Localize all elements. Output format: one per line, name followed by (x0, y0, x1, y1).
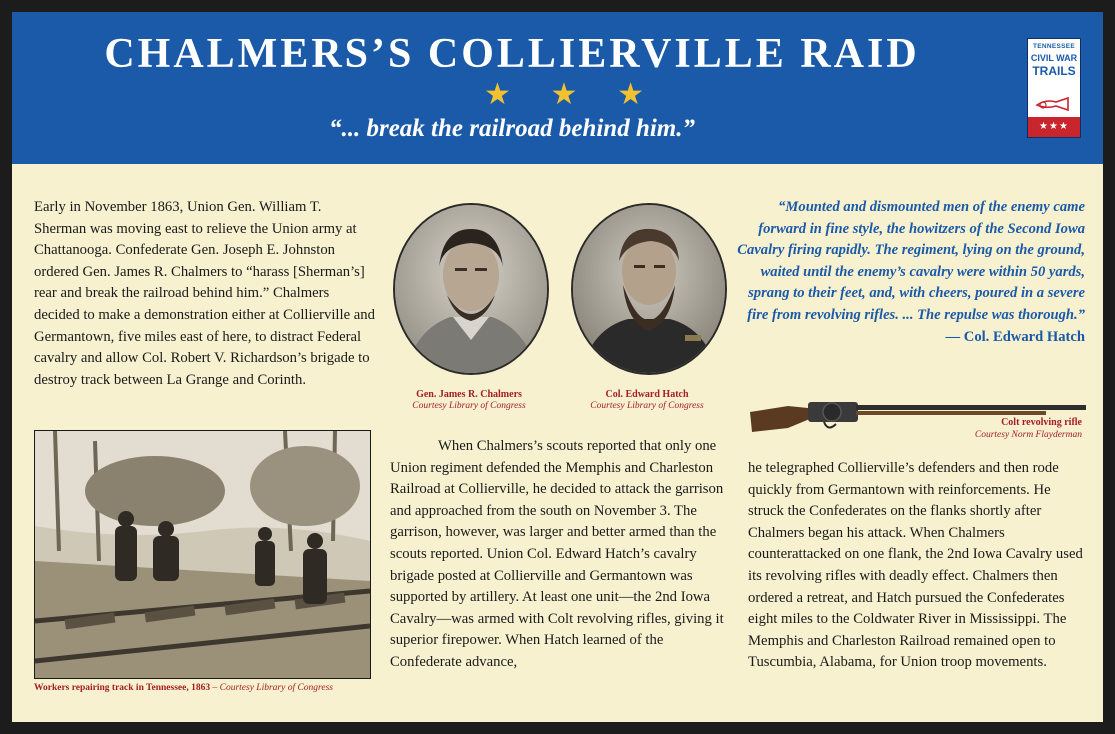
battle-column (390, 436, 726, 674)
star-icon: ★ (617, 78, 644, 111)
logo-state: TENNESSEE (1032, 43, 1076, 50)
civil-war-trails-logo (1027, 38, 1081, 138)
logo-stripe: ★★★ (1028, 117, 1080, 137)
portrait-hatch (571, 203, 727, 375)
quote-attribution: — Col. Edward Hatch (945, 328, 1085, 345)
sign-subtitle: “... break the railroad behind him.” (328, 115, 695, 142)
railroad-workers-image (35, 431, 370, 678)
intro-column (34, 197, 376, 391)
battle-paragraph: When Chalmers’s scouts reported that only one Union regiment defended the Memphis and Charleston Railroad at Collierville, he decided to attack the garrison and approached from the south on November 3. The garrison, however, was larger and better armed than the scouts reported. Union Col. Edward Hatch’s cavalry brigade posted at Collierville and Germantown was supported by artillery. At least one unit—the 2nd Iowa Cavalry—was armed with Colt revolving rifles, giving it superior firepower. When Hatch learned of the Confederate advance, (390, 438, 724, 670)
sign-title: CHALMERS’S COLLIERVILLE RAID (104, 31, 920, 77)
hatch-quote (737, 197, 1085, 348)
logo-line-2: TRAILS (1032, 64, 1076, 78)
interpretive-sign (12, 12, 1103, 722)
caption-name: Col. Edward Hatch (605, 389, 689, 400)
caption-credit: – Courtesy Library of Congress (210, 683, 334, 693)
workers-photo (34, 430, 371, 679)
caption-credit: Courtesy Norm Flayderman (974, 430, 1082, 440)
caption-workers (34, 683, 374, 693)
caption-name: Colt revolving rifle (1001, 417, 1082, 428)
star-row (484, 78, 644, 112)
header-banner (12, 12, 1103, 164)
quote-text: “Mounted and dismounted men of the enemy came forward in fine style, the howitzers of the Second Iowa Cavalry firing rapidly. The regiment, lying on the ground, waited until the enemy’s cavalry were within 50 yards, sprang to their feet, and, with cheers, poured in a severe fire from revolving rifles. ... The repulse was thorough.” (737, 199, 1085, 323)
caption-credit: Courtesy Library of Congress (590, 401, 704, 411)
caption-name: Workers repairing track in Tennessee, 1863 (34, 683, 211, 693)
caption-hatch (560, 389, 734, 411)
portrait-chalmers (393, 203, 549, 375)
caption-chalmers (382, 389, 556, 411)
hatch-photo (573, 205, 725, 373)
star-icon: ★ (484, 78, 511, 111)
caption-credit: Courtesy Library of Congress (412, 401, 526, 411)
caption-name: Gen. James R. Chalmers (416, 389, 522, 400)
intro-paragraph: Early in November 1863, Union Gen. William T. Sherman was moving east to relieve the Union army at Chattanooga. Confederate Gen. Joseph E. Johnston ordered Gen. James R. Chalmers to “harass [Sherman’s] rear and break the railroad behind him.” Chalmers decided to make a demonstration either at Collierville and Germantown, five miles east of here, to distract Federal cavalry and allow Col. Robert V. Richardson’s brigade to destroy track between La Grange and Corinth. (34, 199, 375, 388)
bugle-icon (1034, 93, 1074, 113)
outcome-column (748, 458, 1088, 674)
chalmers-photo (395, 205, 547, 373)
star-icon: ★ (550, 78, 578, 111)
logo-line-1: CIVIL WAR (1030, 53, 1078, 63)
caption-rifle (892, 417, 1082, 440)
outcome-paragraph: he telegraphed Collierville’s defenders and then rode quickly from Germantown with reinforcements. He struck the Confederates on the flanks shortly after Chalmers began his attack. When Chalmers counterattacked on one flank, the 2nd Iowa Cavalry used its revolving rifles with deadly effect. Chalmers then ordered a retreat, and Hatch pursued the Confederates eight miles to the Coldwater River in Mississippi. The Memphis and Charleston Railroad remained open to Tuscumbia, Alabama, for Union troop movements. (748, 460, 1083, 671)
